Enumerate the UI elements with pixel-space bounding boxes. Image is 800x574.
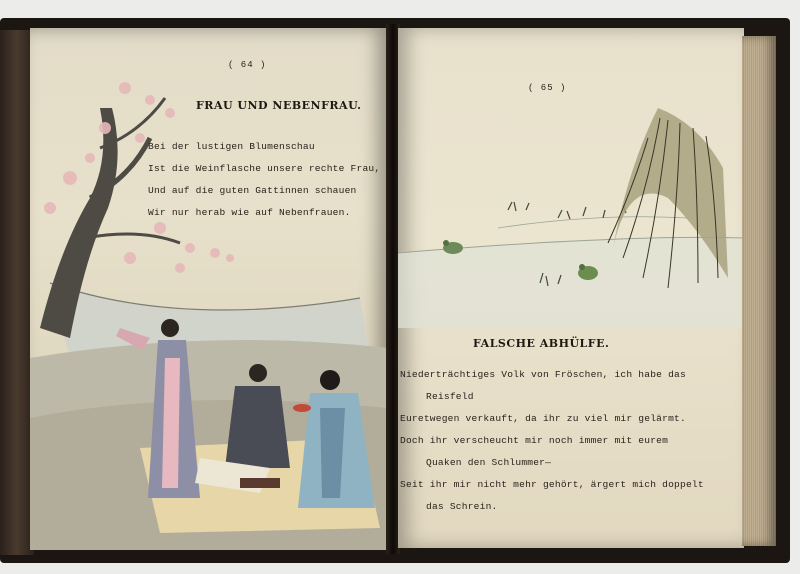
book-cover-edge [0, 30, 34, 555]
right-poem-line-5: Quaken den Schlummer— [426, 457, 552, 468]
left-poem-line-2: Ist die Weinflasche unsere rechte Frau, [148, 163, 381, 174]
left-poem-line-4: Wir nur herab wie auf Nebenfrauen. [148, 207, 351, 218]
right-poem-line-4: Doch ihr verscheucht mir noch immer mit eurem [400, 435, 669, 446]
right-poem-line-2: Reisfeld [426, 391, 474, 402]
right-poem-title: FALSCHE ABHÜLFE. [473, 337, 610, 350]
left-page-number: ( 64 ) [228, 60, 267, 70]
right-poem-line-6: Seit ihr mir nicht mehr gehört, ärgert mich doppelt [400, 479, 704, 490]
page-stack-edge [742, 36, 776, 546]
frog-left [443, 240, 463, 254]
right-page [398, 28, 744, 548]
frog-field-illustration [398, 28, 744, 328]
right-poem-line-7: das Schrein. [426, 501, 498, 512]
right-page-number: ( 65 ) [528, 83, 567, 93]
right-poem-line-3: Euretwegen verkauft, da ihr zu viel mir gelärmt. [400, 413, 686, 424]
left-poem-line-1: Bei der lustigen Blumenschau [148, 141, 315, 152]
left-page [30, 28, 388, 550]
left-poem-line-3: Und auf die guten Gattinnen schauen [148, 185, 357, 196]
left-poem-title: FRAU UND NEBENFRAU. [196, 99, 362, 112]
right-poem-line-1: Niederträchtiges Volk von Fröschen, ich habe das [400, 369, 686, 380]
